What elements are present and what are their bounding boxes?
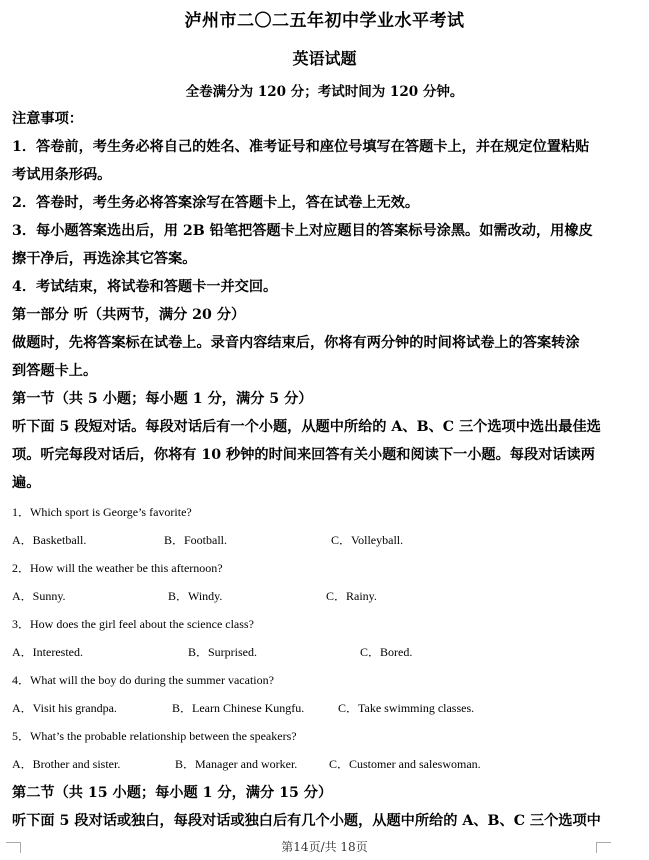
question-1-option-a: A．Basketball. xyxy=(12,533,87,547)
note-line: 考试用条形码。 xyxy=(12,167,112,183)
notes-heading: 注意事项： xyxy=(12,111,83,127)
section1-instruction: 遍。 xyxy=(12,475,41,491)
question-3-option-b: B．Surprised. xyxy=(188,645,258,659)
question-4-option-b: B．Learn Chinese Kungfu. xyxy=(172,701,305,715)
question-4-stem: 4．What will the boy do during the summer vacation? xyxy=(12,673,274,687)
question-2-option-a: A．Sunny. xyxy=(12,589,66,603)
section1-heading: 第一节（共 5 小题；每小题 1 分，满分 5 分） xyxy=(12,391,313,407)
question-4-option-a: A．Visit his grandpa. xyxy=(12,701,117,715)
note-line: 3．每小题答案选出后，用 2B 铅笔把答题卡上对应题目的答案标号涂黑。如需改动，用橡皮 xyxy=(12,223,593,239)
question-2-stem: 2．How will the weather be this afternoon? xyxy=(12,561,223,575)
section1-instruction: 听下面 5 段短对话。每段对话后有一个小题，从题中所给的 A、B、C 三个选项中选出最佳选 xyxy=(12,419,601,435)
question-1-option-c: C．Volleyball. xyxy=(331,533,404,547)
part1-heading: 第一部分 听（共两节，满分 20 分） xyxy=(12,307,246,323)
exam-title: 泸州市二〇二五年初中学业水平考试 xyxy=(184,11,465,31)
question-5-option-c: C．Customer and saleswoman. xyxy=(329,757,481,771)
question-1-option-b: B．Football. xyxy=(164,533,228,547)
question-5-stem: 5．What’s the probable relationship between the speakers? xyxy=(12,729,297,743)
note-line: 1．答卷前，考生务必将自己的姓名、准考证号和座位号填写在答题卡上，并在规定位置粘贴 xyxy=(12,139,590,155)
note-line: 擦干净后，再选涂其它答案。 xyxy=(12,251,197,267)
question-2-option-c: C．Rainy. xyxy=(326,589,377,603)
section1-instruction: 项。听完每段对话后，你将有 10 秒钟的时间来回答有关小题和阅读下一小题。每段对话读两 xyxy=(12,447,595,463)
page-number: 第14页/共 18页 xyxy=(281,840,368,854)
part1-instruction: 做题时，先将答案标在试卷上。录音内容结束后，你将有两分钟的时间将试卷上的答案转涂 xyxy=(12,335,580,351)
question-5-option-b: B．Manager and worker. xyxy=(175,757,298,771)
question-5-option-a: A．Brother and sister. xyxy=(12,757,121,771)
question-4-option-c: C．Take swimming classes. xyxy=(338,701,475,715)
question-2-option-b: B．Windy. xyxy=(168,589,223,603)
note-line: 2．答卷时，考生务必将答案涂写在答题卡上，答在试卷上无效。 xyxy=(12,195,420,211)
section2-heading: 第二节（共 15 小题；每小题 1 分，满分 15 分） xyxy=(12,785,333,801)
score-info: 全卷满分为 120 分；考试时间为 120 分钟。 xyxy=(185,84,464,100)
question-3-option-c: C．Bored. xyxy=(360,645,413,659)
question-1-stem: 1．Which sport is George’s favorite? xyxy=(12,505,192,519)
note-line: 4．考试结束，将试卷和答题卡一并交回。 xyxy=(12,279,278,295)
subject-title: 英语试题 xyxy=(292,49,357,68)
question-3-stem: 3．How does the girl feel about the science class? xyxy=(12,617,254,631)
part1-instruction: 到答题卡上。 xyxy=(12,363,98,379)
section2-instruction: 听下面 5 段对话或独白，每段对话或独白后有几个小题，从题中所给的 A、B、C 三个选项中 xyxy=(12,813,601,829)
question-3-option-a: A．Interested. xyxy=(12,645,83,659)
